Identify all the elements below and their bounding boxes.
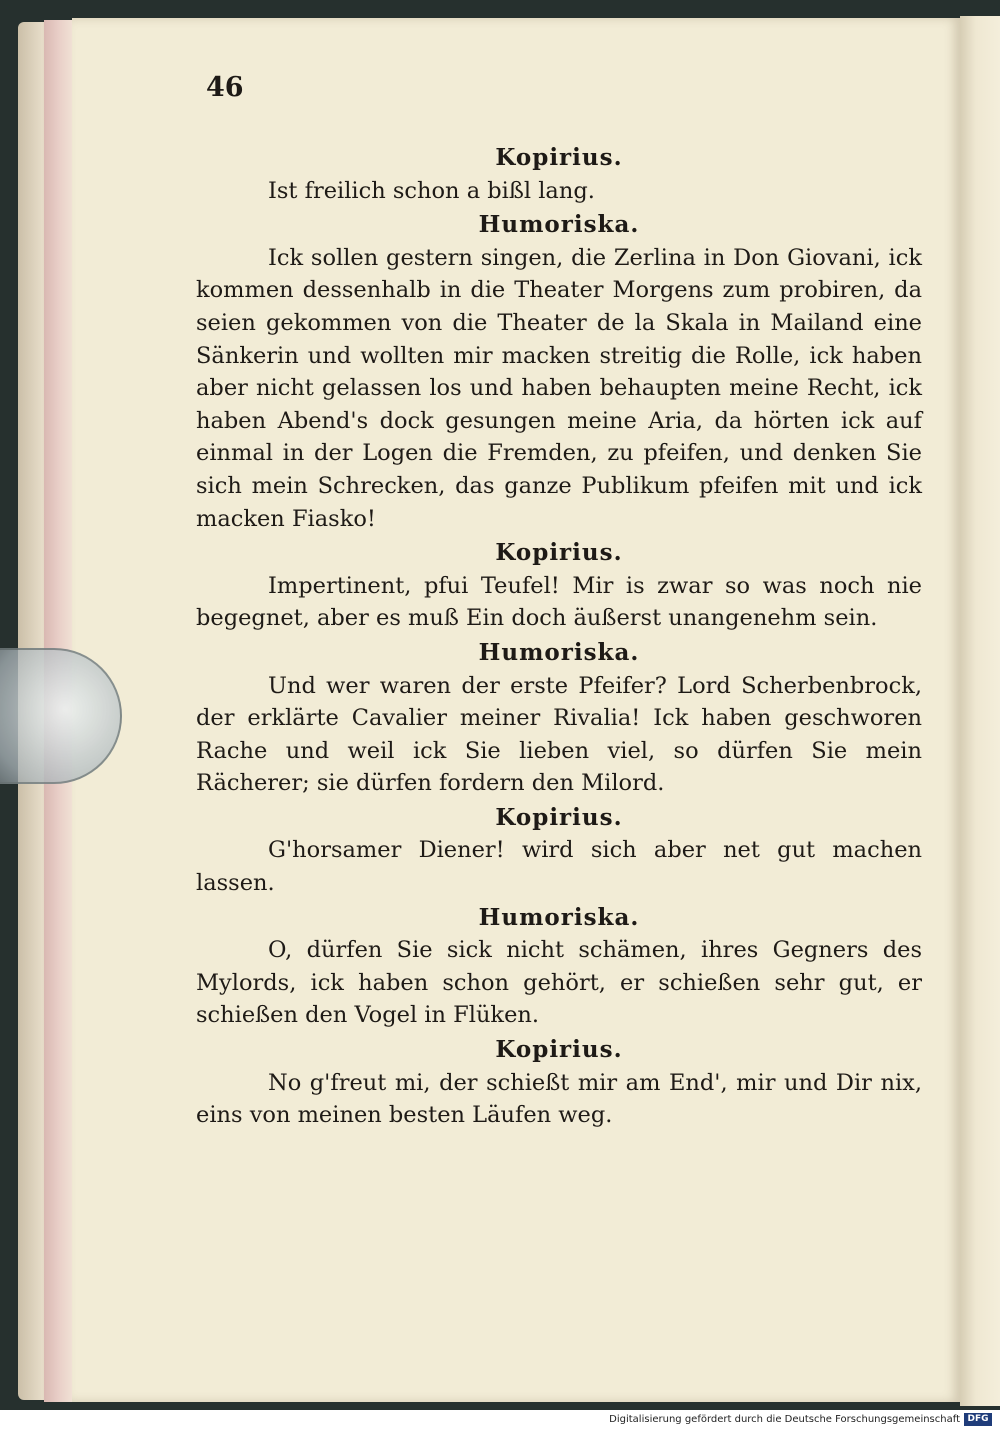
speech-text: Und wer waren der erste Pfeifer? Lord Scherbenbrock, der erklärte Cavalier meiner Rivalia! Ick haben geschworen Rache und weil ick Sie lieben viel, so dürfen Sie mein Rächerer; sie dürfen fordern den Milord. [196, 672, 922, 797]
facing-page-edge [960, 16, 1000, 1406]
speaker-name: Kopirius. [495, 144, 623, 171]
speech-text: No g'freut mi, der schießt mir am End', mir und Dir nix, eins von meinen besten Läufen weg. [196, 1069, 922, 1129]
speech-text: G'horsamer Diener! wird sich aber net gut machen lassen. [196, 837, 922, 897]
page-number: 46 [206, 72, 244, 103]
speech-text: Ick sollen gestern singen, die Zerlina in Don Giovani, ick kommen dessenhalb in die Theater Morgens zum probiren, da seien gekommen von die Theater de la Skala in Mailand eine Sänkerin und wollten mir macken streitig die Rolle, ick haben aber nicht gelassen los und haben behaupten meine Recht, ick haben Abend's dock gesungen meine Aria, da hörten ick auf einmal in der Logen die Fremden, zu pfeifen, und denken Sie sich mein Schrecken, das ganze Publikum pfeifen mit und ick macken Fiasko! [196, 244, 922, 532]
speaker-name: Humoriska. [478, 903, 640, 931]
speaker-name: Kopirius. [495, 803, 623, 831]
speaker-name: Kopirius. [495, 1036, 623, 1064]
speaker-name: Humoriska. [478, 638, 640, 666]
dfg-logo: DFG [964, 1413, 992, 1426]
speech-text: Impertinent, pfui Teufel! Mir is zwar so was noch nie begegnet, aber es muß Ein doch äußerst unangenehm sein. [196, 572, 922, 632]
speech-text: O, dürfen Sie sick nicht schämen, ihres Gegners des Mylords, ick haben schon gehört, er schießen sehr gut, er schießen den Vogel in Flüken. [196, 937, 922, 1029]
page-text [196, 140, 922, 1132]
speech-text: Ist freilich schon a bißl lang. [268, 177, 595, 204]
speaker-name: Humoriska. [478, 211, 640, 239]
digitization-credit: Digitalisierung gefördert durch die Deutsche Forschungsgemeinschaft [609, 1414, 960, 1425]
speaker-name: Kopirius. [495, 539, 623, 567]
